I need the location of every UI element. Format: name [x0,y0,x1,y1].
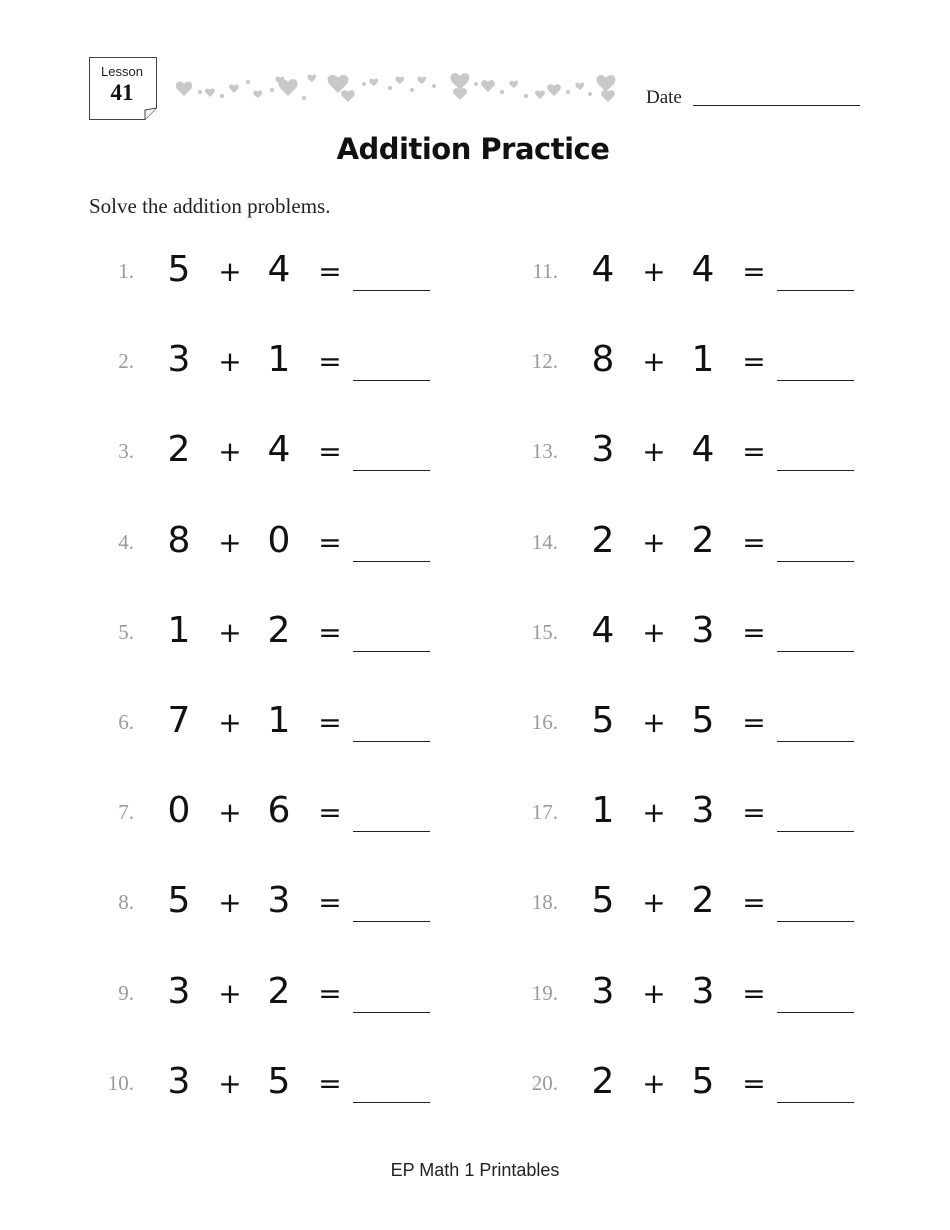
plus-sign: + [218,886,242,919]
answer-field[interactable] [777,380,854,381]
second-addend: 4 [267,429,291,470]
problem-item [84,339,424,398]
equals-sign: = [742,796,766,829]
answer-field[interactable] [777,921,854,922]
first-addend: 3 [591,429,615,470]
problem-number: 17. [531,800,558,824]
second-addend: 3 [691,610,715,651]
answer-field[interactable] [777,561,854,562]
equals-sign: = [318,526,342,559]
first-addend: 5 [167,249,191,290]
plus-sign: + [642,977,666,1010]
second-addend: 1 [691,339,715,380]
instructions: Solve the addition problems. [89,194,331,218]
problem-item [508,429,848,488]
problem-number: 15. [531,620,558,644]
answer-field[interactable] [777,1012,854,1013]
answer-field[interactable] [353,290,430,291]
problem-number: 20. [531,1071,558,1095]
hearts-banner-icon [176,70,622,110]
page-title: Addition Practice [336,132,610,166]
answer-field[interactable] [353,651,430,652]
plus-sign: + [218,345,242,378]
answer-field[interactable] [777,1102,854,1103]
second-addend: 2 [691,880,715,921]
lesson-label: Lesson [101,64,143,79]
first-addend: 5 [591,700,615,741]
problem-number: 6. [118,710,134,734]
equals-sign: = [318,1067,342,1100]
first-addend: 7 [167,700,191,741]
problem-item [84,971,424,1030]
first-addend: 3 [167,339,191,380]
problem-number: 2. [118,349,134,373]
first-addend: 1 [591,790,615,831]
second-addend: 2 [691,520,715,561]
second-addend: 0 [267,520,291,561]
problem-item [508,1061,848,1120]
problem-number: 7. [118,800,134,824]
problem-item [84,880,424,939]
first-addend: 8 [167,520,191,561]
problem-number: 14. [531,530,558,554]
first-addend: 4 [591,249,615,290]
equals-sign: = [742,1067,766,1100]
first-addend: 3 [167,971,191,1012]
answer-field[interactable] [353,470,430,471]
problem-number: 9. [118,981,134,1005]
problem-item [508,610,848,669]
problem-number: 19. [531,981,558,1005]
first-addend: 8 [591,339,615,380]
second-addend: 3 [691,790,715,831]
problem-item [508,339,848,398]
problem-item [84,700,424,759]
problem-item [84,249,424,308]
plus-sign: + [642,435,666,468]
answer-field[interactable] [353,741,430,742]
problem-item [84,1061,424,1120]
equals-sign: = [318,886,342,919]
first-addend: 2 [591,520,615,561]
equals-sign: = [318,435,342,468]
answer-field[interactable] [777,741,854,742]
problem-number: 3. [118,439,134,463]
second-addend: 3 [691,971,715,1012]
plus-sign: + [218,435,242,468]
equals-sign: = [742,255,766,288]
plus-sign: + [218,796,242,829]
problem-number: 10. [107,1071,134,1095]
problem-item [84,790,424,849]
plus-sign: + [642,796,666,829]
answer-field[interactable] [777,290,854,291]
footer: EP Math 1 Printables [390,1160,560,1180]
equals-sign: = [318,706,342,739]
first-addend: 3 [167,1061,191,1102]
problem-number: 16. [531,710,558,734]
plus-sign: + [218,977,242,1010]
plus-sign: + [642,345,666,378]
plus-sign: + [642,616,666,649]
equals-sign: = [318,796,342,829]
first-addend: 2 [591,1061,615,1102]
problem-item [508,790,848,849]
plus-sign: + [642,886,666,919]
plus-sign: + [218,706,242,739]
problem-item [508,880,848,939]
problem-number: 18. [531,890,558,914]
second-addend: 5 [691,1061,715,1102]
answer-field[interactable] [353,561,430,562]
answer-field[interactable] [777,831,854,832]
second-addend: 1 [267,700,291,741]
second-addend: 1 [267,339,291,380]
date-field[interactable] [693,105,860,106]
second-addend: 4 [691,429,715,470]
second-addend: 6 [267,790,291,831]
answer-field[interactable] [353,831,430,832]
second-addend: 3 [267,880,291,921]
equals-sign: = [742,977,766,1010]
first-addend: 3 [591,971,615,1012]
second-addend: 5 [691,700,715,741]
equals-sign: = [318,616,342,649]
lesson-number: 41 [110,80,134,105]
equals-sign: = [742,345,766,378]
plus-sign: + [642,526,666,559]
plus-sign: + [642,706,666,739]
problem-number: 11. [532,259,558,283]
equals-sign: = [318,977,342,1010]
second-addend: 4 [691,249,715,290]
answer-field[interactable] [353,1102,430,1103]
problem-item [84,429,424,488]
second-addend: 2 [267,610,291,651]
problem-item [84,610,424,669]
answer-field[interactable] [777,470,854,471]
problem-item [84,520,424,579]
first-addend: 5 [167,880,191,921]
answer-field[interactable] [777,651,854,652]
first-addend: 2 [167,429,191,470]
plus-sign: + [642,255,666,288]
second-addend: 4 [267,249,291,290]
equals-sign: = [742,435,766,468]
equals-sign: = [742,616,766,649]
problem-number: 5. [118,620,134,644]
problem-number: 4. [118,530,134,554]
plus-sign: + [218,255,242,288]
problem-number: 13. [531,439,558,463]
problem-item [508,520,848,579]
answer-field[interactable] [353,380,430,381]
problem-number: 12. [531,349,558,373]
problem-item [508,700,848,759]
problem-item [508,971,848,1030]
first-addend: 4 [591,610,615,651]
first-addend: 5 [591,880,615,921]
plus-sign: + [218,616,242,649]
equals-sign: = [318,255,342,288]
equals-sign: = [742,706,766,739]
first-addend: 1 [167,610,191,651]
plus-sign: + [218,1067,242,1100]
problem-item [508,249,848,308]
plus-sign: + [642,1067,666,1100]
answer-field[interactable] [353,1012,430,1013]
equals-sign: = [742,526,766,559]
second-addend: 5 [267,1061,291,1102]
equals-sign: = [742,886,766,919]
first-addend: 0 [167,790,191,831]
lesson-badge [89,57,157,120]
plus-sign: + [218,526,242,559]
second-addend: 2 [267,971,291,1012]
equals-sign: = [318,345,342,378]
date-label: Date [646,87,682,108]
problem-number: 8. [118,890,134,914]
answer-field[interactable] [353,921,430,922]
problem-number: 1. [118,259,134,283]
